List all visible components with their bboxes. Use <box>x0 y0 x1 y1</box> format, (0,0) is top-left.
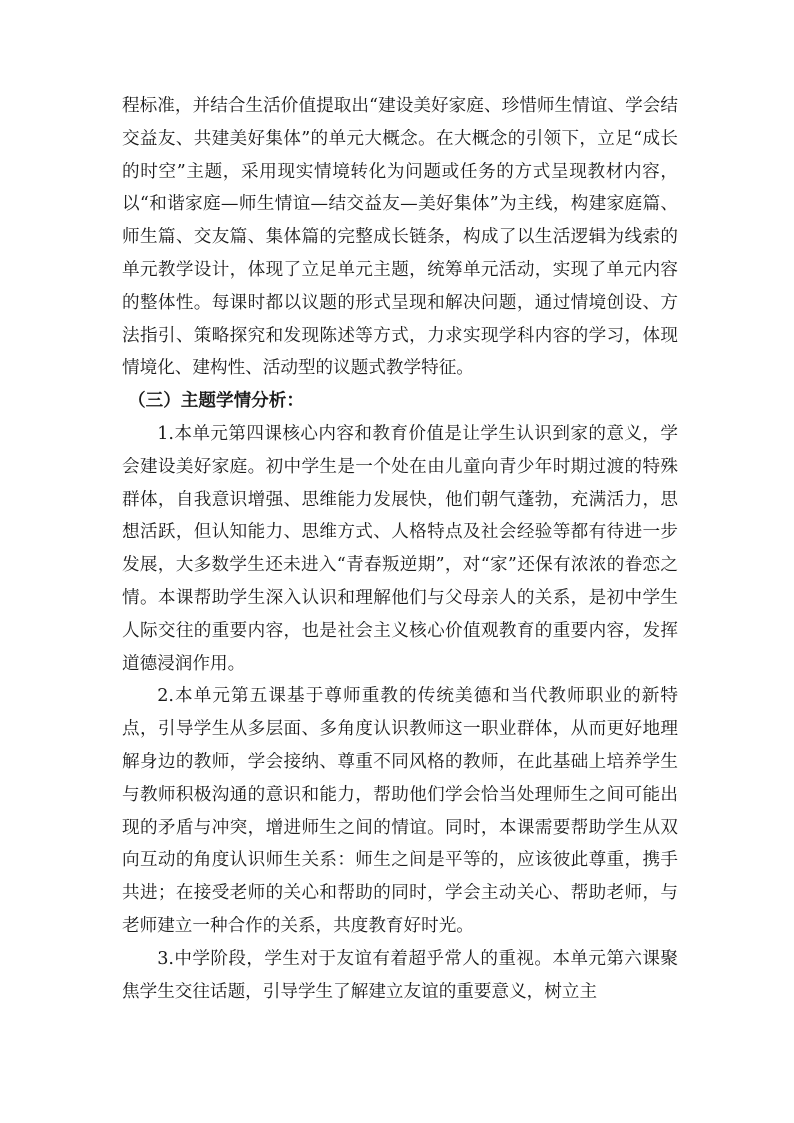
section-heading: （三）主题学情分析： <box>128 391 304 412</box>
paragraph-2: 2.本单元第五课基于尊师重教的传统美德和当代教师职业的新特点，引导学生从多层面、多角度认识教师这一职业群体，从而更好地理解身边的教师，学会接纳、尊重不同风格的教师，在此基础上培养学生与教师积极沟通的意识和能力，帮助他们学会恰当处理师生之间可能出现的矛盾与冲突，增进师生之间的情谊。同时，本课需要帮助学生从双向互动的角度认识师生关系：师生之间是平等的，应该彼此尊重，携手共进；在接受老师的关心和帮助的同时，学会主动关心、帮助老师，与老师建立一种合作的关系，共度教育好时光。 <box>122 686 678 936</box>
paragraph-1: 1.本单元第四课核心内容和教育价值是让学生认识到家的意义，学会建设美好家庭。初中学生是一个处在由儿童向青少年时期过渡的特殊群体，自我意识增强、思维能力发展快，他们朝气蓬勃，充满活力，思想活跃，但认知能力、思维方式、人格特点及社会经验等都有待进一步发展，大多数学生还未进入“青春叛逆期”，对“家”还保有浓浓的眷恋之情。本课帮助学生深入认识和理解他们与父母亲人的关系，是初中学生人际交往的重要内容，也是社会主义核心价值观教育的重要内容，发挥道德浸润作用。 <box>122 423 678 674</box>
paragraph-3: 3.中学阶段，学生对于友谊有着超乎常人的重视。本单元第六课聚焦学生交往话题，引导学生了解建立友谊的重要意义，树立主 <box>122 948 678 1002</box>
document-page <box>122 90 678 1008</box>
continuation-paragraph: 程标准，并结合生活价值提取出“建设美好家庭、珍惜师生情谊、学会结交益友、共建美好集体”的单元大概念。在大概念的引领下，立足“成长的时空”主题，采用现实情境转化为问题或任务的方式呈现教材内容，以“和谐家庭—师生情谊—结交益友—美好集体”为主线，构建家庭篇、师生篇、交友篇、集体篇的完整成长链条，构成了以生活逻辑为线索的单元教学设计，体现了立足单元主题，统筹单元活动，实现了单元内容的整体性。每课时都以议题的形式呈现和解决问题，通过情境创设、方法指引、策略探究和发现陈述等方式，力求实现学科内容的学习，体现情境化、建构性、活动型的议题式教学特征。 <box>122 96 678 379</box>
